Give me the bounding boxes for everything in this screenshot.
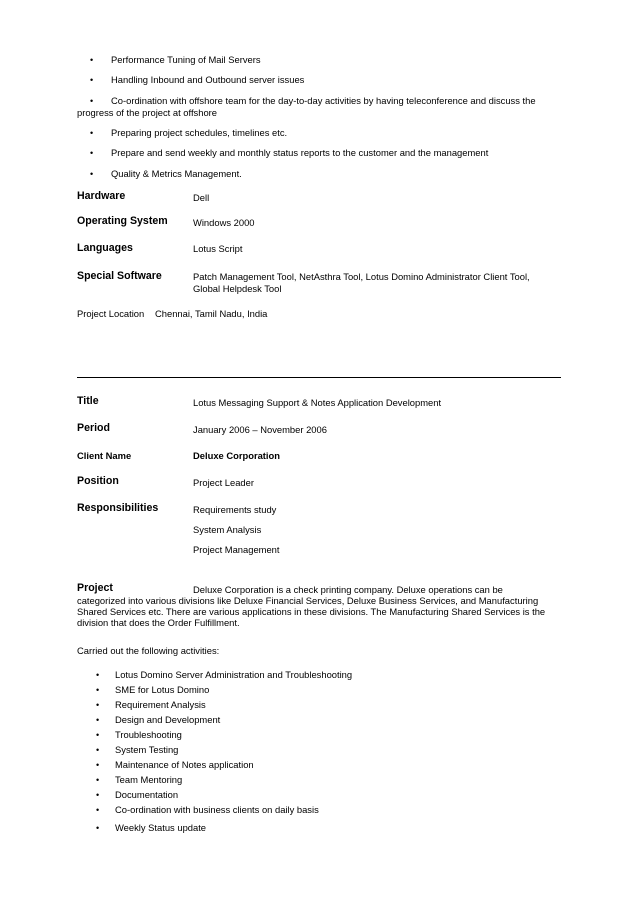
activity-item	[0, 789, 638, 803]
activity-item	[0, 774, 638, 788]
bullet-glyph: •	[96, 730, 100, 740]
activity-text: Documentation	[115, 789, 179, 800]
hardware-value: Dell	[193, 192, 210, 203]
languages-value: Lotus Script	[193, 243, 243, 254]
os-label: Operating System	[77, 215, 168, 227]
project-location-label: Project Location	[77, 308, 145, 319]
responsibility-item: System Analysis	[193, 524, 262, 535]
activity-item	[0, 804, 638, 818]
special-software-label: Special Software	[77, 270, 162, 282]
bullet-glyph: •	[96, 685, 100, 695]
responsibilities-label: Responsibilities	[77, 502, 159, 514]
activity-text: Requirement Analysis	[115, 699, 206, 710]
bullet-item: Preparing project schedules, timelines etc.	[111, 127, 288, 138]
project-label: Project	[77, 582, 113, 594]
bullet-item: Co-ordination with offshore team for the day-to-day activities by having teleconference and discuss the	[111, 95, 536, 106]
activity-item	[0, 714, 638, 728]
bullet-glyph: •	[96, 790, 100, 800]
os-value: Windows 2000	[193, 217, 255, 228]
section-divider	[77, 377, 561, 378]
bullet-glyph: •	[90, 148, 94, 158]
activity-item	[0, 744, 638, 758]
activity-item	[0, 822, 638, 836]
languages-label: Languages	[77, 242, 133, 254]
project-description-line: categorized into various divisions like Deluxe Financial Services, Deluxe Business Services, and Manufacturing	[77, 595, 539, 606]
bullet-item: Prepare and send weekly and monthly status reports to the customer and the management	[111, 147, 489, 158]
activity-text: Co-ordination with business clients on daily basis	[115, 804, 319, 815]
position-label: Position	[77, 475, 119, 487]
activity-text: Lotus Domino Server Administration and Troubleshooting	[115, 669, 353, 680]
client-name-label: Client Name	[77, 450, 132, 461]
hardware-label: Hardware	[77, 190, 126, 202]
bullet-glyph: •	[90, 96, 94, 106]
activity-item	[0, 729, 638, 743]
project-location-value: Chennai, Tamil Nadu, India	[155, 308, 268, 319]
activity-text: Maintenance of Notes application	[115, 759, 254, 770]
activity-text: Design and Development	[115, 714, 221, 725]
project-description-line: Shared Services etc. There are various applications in these divisions. The Manufacturing Shared Services is the	[77, 606, 546, 617]
period-label: Period	[77, 422, 110, 434]
bullet-glyph: •	[96, 700, 100, 710]
bullet-glyph: •	[96, 745, 100, 755]
activity-text: SME for Lotus Domino	[115, 684, 210, 695]
bullet-item-continuation: progress of the project at offshore	[77, 107, 218, 118]
activities-intro: Carried out the following activities:	[77, 645, 220, 656]
project-description-line: Deluxe Corporation is a check printing company. Deluxe operations can be	[193, 584, 503, 595]
bullet-item: Handling Inbound and Outbound server issues	[111, 74, 305, 85]
activity-text: Troubleshooting	[115, 729, 182, 740]
bullet-glyph: •	[90, 55, 94, 65]
bullet-glyph: •	[90, 128, 94, 138]
bullet-item: Performance Tuning of Mail Servers	[111, 54, 261, 65]
bullet-glyph: •	[96, 670, 100, 680]
project-description-line: division that does the Order Fulfillment.	[77, 617, 240, 628]
activity-item	[0, 759, 638, 773]
responsibility-item: Project Management	[193, 544, 280, 555]
client-name-value: Deluxe Corporation	[193, 450, 280, 461]
activity-text: System Testing	[115, 744, 179, 755]
bullet-glyph: •	[90, 169, 94, 179]
activity-item	[0, 699, 638, 713]
bullet-glyph: •	[96, 715, 100, 725]
bullet-glyph: •	[90, 75, 94, 85]
activity-text: Team Mentoring	[115, 774, 183, 785]
activity-item	[0, 669, 638, 683]
responsibility-item: Requirements study	[193, 504, 277, 515]
bullet-glyph: •	[96, 775, 100, 785]
title-value: Lotus Messaging Support & Notes Application Development	[193, 397, 442, 408]
bullet-item: Quality & Metrics Management.	[111, 168, 242, 179]
special-software-value-cont: Global Helpdesk Tool	[193, 283, 282, 294]
activity-item	[0, 684, 638, 698]
period-value: January 2006 – November 2006	[193, 424, 327, 435]
bullet-glyph: •	[96, 805, 100, 815]
bullet-glyph: •	[96, 823, 100, 833]
title-label: Title	[77, 395, 99, 407]
activity-text: Weekly Status update	[115, 822, 207, 833]
bullet-glyph: •	[96, 760, 100, 770]
special-software-value: Patch Management Tool, NetAsthra Tool, Lotus Domino Administrator Client Tool,	[193, 271, 530, 282]
position-value: Project Leader	[193, 477, 254, 488]
